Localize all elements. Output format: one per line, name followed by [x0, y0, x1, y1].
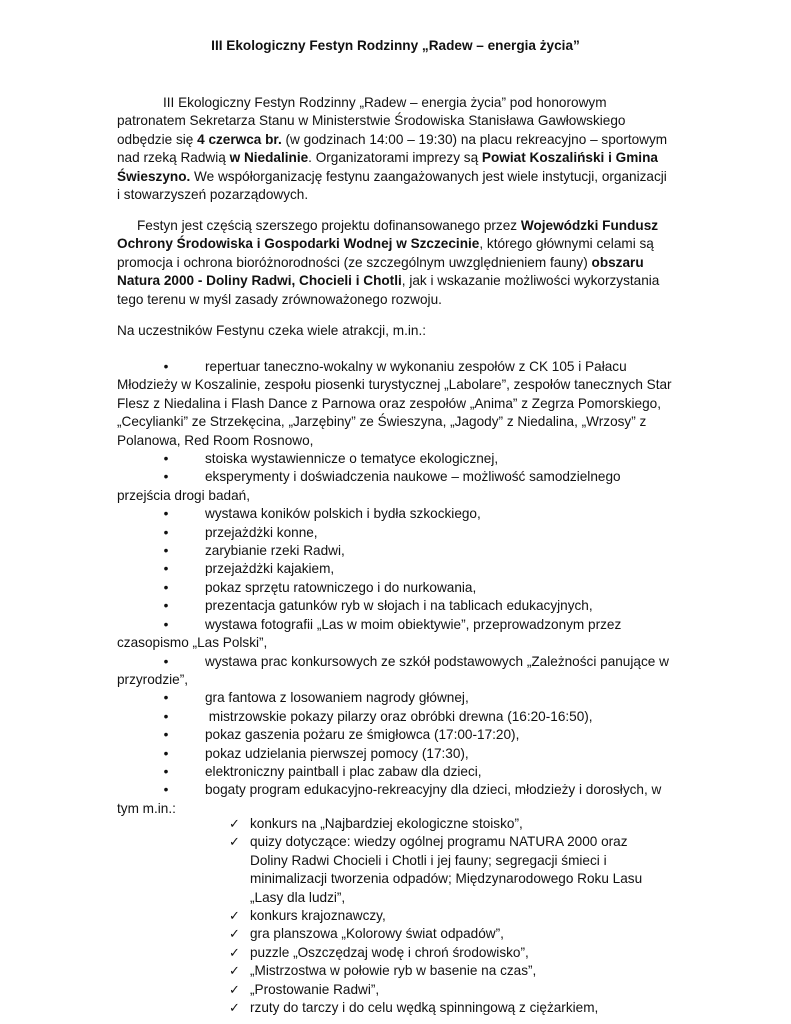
- bullet-icon: •: [163, 690, 169, 706]
- list-item: [117, 505, 677, 523]
- list-item-text: pokaz udzielania pierwszej pomocy (17:30),: [205, 745, 469, 761]
- check-item: [229, 981, 669, 999]
- list-item-text: bogaty program edukacyjno-rekreacyjny dla dzieci, młodzieży i dorosłych, w tym m.in.:: [117, 782, 662, 816]
- intro-text-4: We współorganizację festynu zaangażowanych jest wiele instytucji, organizacji i stowarzyszeń pozarządowych.: [117, 168, 667, 203]
- list-item: [117, 745, 677, 763]
- list-item: [117, 560, 677, 578]
- intro-date: 4 czerwca br.: [197, 131, 282, 147]
- check-item: [229, 944, 669, 962]
- bullet-icon: •: [163, 745, 169, 761]
- check-item-text: puzzle „Oszczędzaj wodę i chroń środowisko”,: [250, 944, 529, 960]
- list-item-text: pokaz sprzętu ratowniczego i do nurkowania,: [205, 579, 477, 595]
- check-item: [229, 833, 669, 907]
- check-item-text: rzuty do tarczy i do celu wędką spinningową z ciężarkiem,: [250, 1000, 599, 1016]
- bullet-icon: •: [163, 598, 169, 614]
- project-area: obszaru Natura 2000 - Doliny Radwi, Chocieli i Chotli: [117, 254, 644, 289]
- document-title: III Ekologiczny Festyn Rodzinny „Radew – energia życia”: [211, 38, 580, 53]
- checkmark-icon: ✓: [229, 981, 240, 997]
- list-item-text: mistrzowskie pokazy pilarzy oraz obróbki drewna (16:20-16:50),: [205, 708, 593, 724]
- list-item-text: eksperymenty i doświadczenia naukowe – możliwość samodzielnego przejścia drogi badań,: [117, 469, 621, 503]
- bullet-icon: •: [163, 727, 169, 743]
- bullet-icon: •: [163, 561, 169, 577]
- checkmark-icon: ✓: [229, 926, 240, 942]
- check-item: [229, 815, 669, 833]
- intro-text-3: . Organizatorami imprezy są: [308, 150, 482, 166]
- bullet-icon: •: [163, 524, 169, 540]
- check-item: [229, 999, 669, 1017]
- checkmark-icon: ✓: [229, 816, 240, 831]
- check-item-text: konkurs na „Najbardziej ekologiczne stoisko”,: [250, 816, 523, 831]
- bullet-icon: •: [163, 543, 169, 559]
- bullet-icon: •: [163, 616, 169, 632]
- project-text-3: , jak i wskazanie możliwości wykorzystania tego terenu w myśl zasady zrównoważonego rozwoju.: [117, 273, 660, 307]
- list-item: [117, 689, 677, 707]
- list-item-text: przejażdżki kajakiem,: [205, 561, 335, 577]
- attractions-intro: Na uczestników Festynu czeka wiele atrakcji, m.in.:: [117, 323, 426, 338]
- list-item: [117, 579, 677, 597]
- project-text-1: Festyn jest częścią szerszego projektu dofinansowanego przez: [137, 218, 521, 233]
- checkmark-icon: ✓: [229, 908, 240, 924]
- list-item-text: przejażdżki konne,: [205, 524, 318, 540]
- list-item-text: zarybianie rzeki Radwi,: [205, 543, 345, 559]
- checkmark-icon: ✓: [229, 834, 240, 850]
- intro-organizers: Powiat Koszaliński i Gmina Świeszyno.: [117, 150, 658, 184]
- bullet-icon: •: [163, 763, 169, 779]
- check-item-text: „Prostowanie Radwi”,: [250, 981, 380, 997]
- checkmark-icon: ✓: [229, 944, 240, 960]
- check-item-text: „Mistrzostwa w połowie ryb w basenie na czas”,: [250, 963, 537, 979]
- list-item: [117, 524, 677, 542]
- list-item-text: prezentacja gatunków ryb w słojach i na tablicach edukacyjnych,: [205, 598, 593, 614]
- bullet-icon: •: [163, 451, 169, 467]
- check-item-text: konkurs krajoznawczy,: [250, 908, 386, 924]
- list-item-text: wystawa koników polskich i bydła szkockiego,: [205, 506, 481, 522]
- list-item: [117, 542, 677, 560]
- checkmark-icon: ✓: [229, 963, 240, 979]
- bullet-icon: •: [163, 708, 169, 724]
- checkmark-icon: ✓: [229, 1000, 240, 1016]
- intro-text-2: (w godzinach 14:00 – 19:30) na placu rekreacyjno – sportowym nad rzeką Radwią: [117, 131, 668, 166]
- list-item: [117, 781, 677, 818]
- list-item-text: wystawa fotografii „Las w moim obiektywie”, przeprowadzonym przez czasopismo „Las Polski”,: [117, 616, 622, 651]
- check-item: [229, 925, 669, 943]
- bullet-icon: •: [163, 506, 169, 522]
- bullet-icon: •: [163, 469, 169, 485]
- list-item: [117, 708, 677, 726]
- list-item-text: stoiska wystawiennicze o tematyce ekologicznej,: [205, 451, 499, 467]
- list-item-text: wystawa prac konkursowych ze szkół podstawowych „Zależności panujące w przyrodzie”,: [117, 653, 669, 687]
- check-item: [229, 962, 669, 980]
- intro-place: w Niedalinie: [229, 150, 309, 166]
- project-funder: Wojewódzki Fundusz Ochrony Środowiska i Gospodarki Wodnej w Szczecinie: [117, 218, 659, 252]
- intro-paragraph: [117, 94, 672, 204]
- check-item-text: gra planszowa „Kolorowy świat odpadów”,: [250, 926, 504, 942]
- list-item: [117, 616, 677, 653]
- bullet-icon: •: [163, 359, 169, 374]
- list-item: [117, 653, 677, 690]
- bullet-icon: •: [163, 579, 169, 595]
- bullet-icon: •: [163, 653, 169, 669]
- attractions-list: [117, 358, 677, 818]
- list-item: [117, 597, 677, 615]
- list-item: [117, 358, 677, 450]
- list-item: [117, 726, 677, 744]
- list-item-text: elektroniczny paintball i plac zabaw dla dzieci,: [205, 763, 482, 779]
- project-text-2: , którego głównymi celami są promocja i ochrona bioróżnorodności (ze szczególnym uwzględnieniem fauny): [117, 236, 654, 270]
- check-item: [229, 907, 669, 925]
- list-item: [117, 763, 677, 781]
- list-item: [117, 468, 677, 505]
- list-item-text: pokaz gaszenia pożaru ze śmigłowca (17:00-17:20),: [205, 727, 520, 743]
- program-checklist: [229, 815, 669, 1017]
- list-item-text: repertuar taneczno-wokalny w wykonaniu zespołów z CK 105 i Pałacu Młodzieży w Koszalinie, zespołu piosenki turystycznej „Labolare”, zespołów tanecznych Star Flesz z Niedalina i Flash Dance z Parnowa oraz zespołów „Anima” z Zegrza Pomorskiego, „Cecylianki” ze Strzekęcina, „Jarzębiny” ze Świeszyna, „Jagody” z Niedalina, „Wrzosy” z Polanowa, Red Room Rosnowo,: [117, 359, 672, 448]
- list-item: [117, 450, 677, 468]
- intro-text-1: III Ekologiczny Festyn Rodzinny „Radew – energia życia” pod honorowym patronatem Sekretarza Stanu w Ministerstwie Środowiska Stanisława Gawłowskiego odbędzie się: [117, 95, 626, 147]
- check-item-text: quizy dotyczące: wiedzy ogólnej programu NATURA 2000 oraz Doliny Radwi Chocieli i Chotli i jej fauny; segregacji śmieci i minimalizacji tworzenia odpadów; Międzynarodowego Roku Lasu „Lasy dla ludzi”,: [250, 834, 643, 905]
- bullet-icon: •: [163, 782, 169, 798]
- project-paragraph: [117, 217, 672, 309]
- list-item-text: gra fantowa z losowaniem nagrody głównej,: [205, 690, 469, 706]
